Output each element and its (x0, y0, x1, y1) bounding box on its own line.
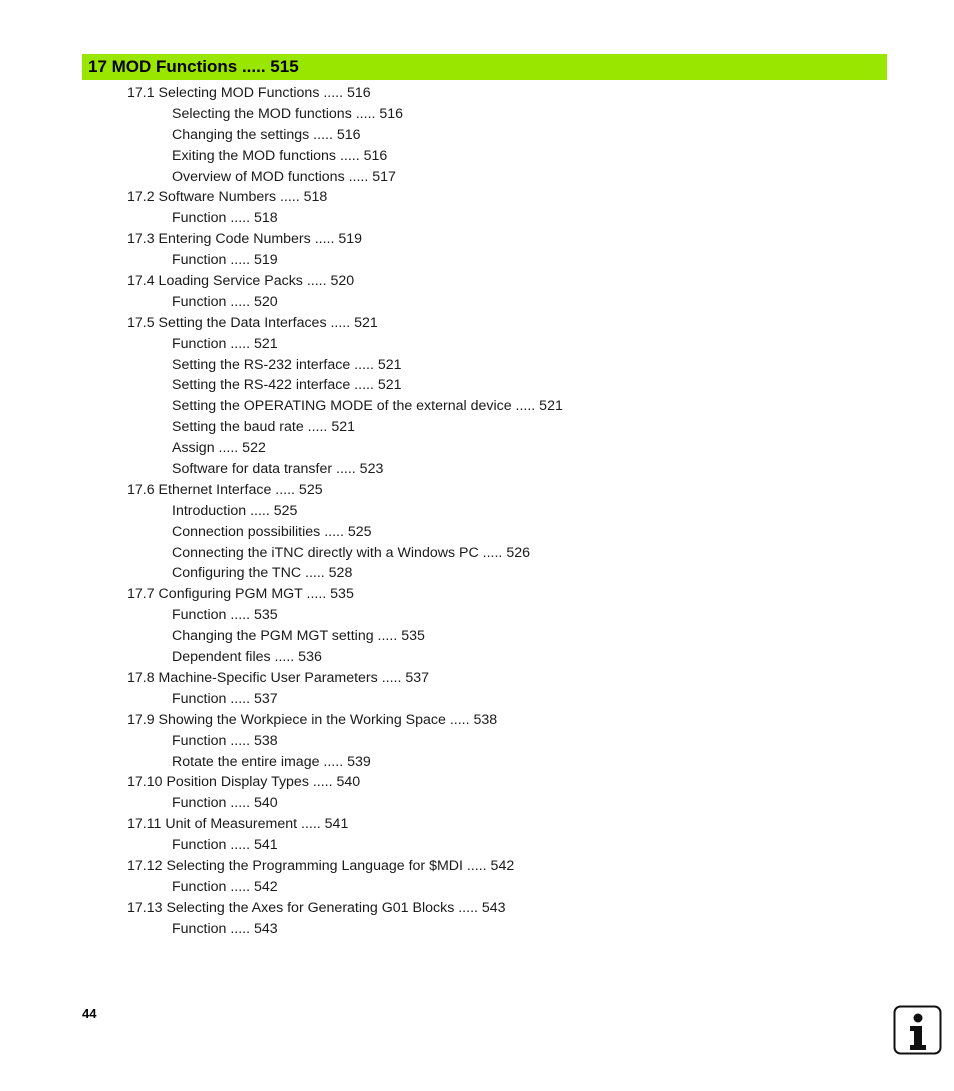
toc-subsection-entry: Rotate the entire image ..... 539 (172, 753, 371, 770)
toc-section-entry: 17.1 Selecting MOD Functions ..... 516 (127, 85, 371, 101)
toc-subsection-entry: Function ..... 535 (172, 607, 278, 624)
toc-section-entry: 17.6 Ethernet Interface ..... 525 (127, 481, 323, 498)
toc-subsection-entry: Function ..... 541 (172, 837, 278, 854)
toc-section-entry: 17.13 Selecting the Axes for Generating G01 Blocks ..... 543 (127, 899, 506, 916)
chapter-header-bar (82, 54, 887, 80)
toc-subsection-entry: Dependent files ..... 536 (172, 649, 322, 666)
toc-section-entry: 17.4 Loading Service Packs ..... 520 (127, 273, 355, 290)
toc-section-entry: 17.7 Configuring PGM MGT ..... 535 (127, 586, 354, 603)
toc-subsection-entry: Connecting the iTNC directly with a Windows PC ..... 526 (172, 544, 530, 561)
toc-subsection-entry: Function ..... 538 (172, 732, 278, 749)
toc-section-entry: 17.12 Selecting the Programming Language for $MDI ..... 542 (127, 857, 515, 874)
table-of-contents (0, 83, 954, 940)
toc-section-entry: 17.3 Entering Code Numbers ..... 519 (127, 231, 363, 248)
toc-section-entry: 17.2 Software Numbers ..... 518 (127, 189, 328, 206)
toc-subsection-entry: Function ..... 537 (172, 690, 278, 707)
toc-subsection-entry: Changing the settings ..... 516 (172, 126, 361, 143)
page-number: 44 (82, 1006, 97, 1021)
toc-subsection-entry: Function ..... 542 (172, 878, 278, 895)
toc-subsection-entry: Function ..... 519 (172, 252, 278, 269)
toc-subsection-entry: Function ..... 543 (172, 920, 278, 937)
toc-subsection-entry: Function ..... 521 (172, 335, 278, 352)
toc-subsection-entry: Selecting the MOD functions ..... 516 (172, 105, 404, 122)
info-icon (893, 1005, 942, 1055)
toc-subsection-entry: Connection possibilities ..... 525 (172, 523, 372, 540)
toc-subsection-entry: Function ..... 540 (172, 795, 278, 812)
toc-section-entry: 17.11 Unit of Measurement ..... 541 (127, 816, 349, 833)
toc-subsection-entry: Setting the OPERATING MODE of the external device ..... 521 (172, 398, 563, 415)
toc-section-entry: 17.9 Showing the Workpiece in the Working Space ..... 538 (127, 711, 498, 728)
toc-subsection-entry: Function ..... 518 (172, 210, 278, 227)
toc-subsection-entry: Introduction ..... 525 (172, 502, 298, 519)
toc-section-entry: 17.10 Position Display Types ..... 540 (127, 774, 361, 791)
toc-subsection-entry: Assign ..... 522 (172, 440, 266, 457)
toc-subsection-entry: Setting the RS-232 interface ..... 521 (172, 356, 402, 373)
toc-subsection-entry: Setting the baud rate ..... 521 (172, 419, 355, 436)
toc-section-entry: 17.5 Setting the Data Interfaces ..... 521 (127, 314, 378, 331)
toc-subsection-entry: Exiting the MOD functions ..... 516 (172, 147, 388, 164)
toc-subsection-entry: Setting the RS-422 interface ..... 521 (172, 377, 402, 394)
toc-subsection-entry: Configuring the TNC ..... 528 (172, 565, 353, 582)
toc-section-entry: 17.8 Machine-Specific User Parameters ..... 537 (127, 669, 430, 686)
toc-subsection-entry: Overview of MOD functions ..... 517 (172, 168, 396, 185)
toc-subsection-entry: Software for data transfer ..... 523 (172, 461, 384, 478)
chapter-title: 17 MOD Functions ..... 515 (88, 57, 299, 76)
toc-subsection-entry: Changing the PGM MGT setting ..... 535 (172, 628, 425, 645)
toc-subsection-entry: Function ..... 520 (172, 293, 278, 310)
